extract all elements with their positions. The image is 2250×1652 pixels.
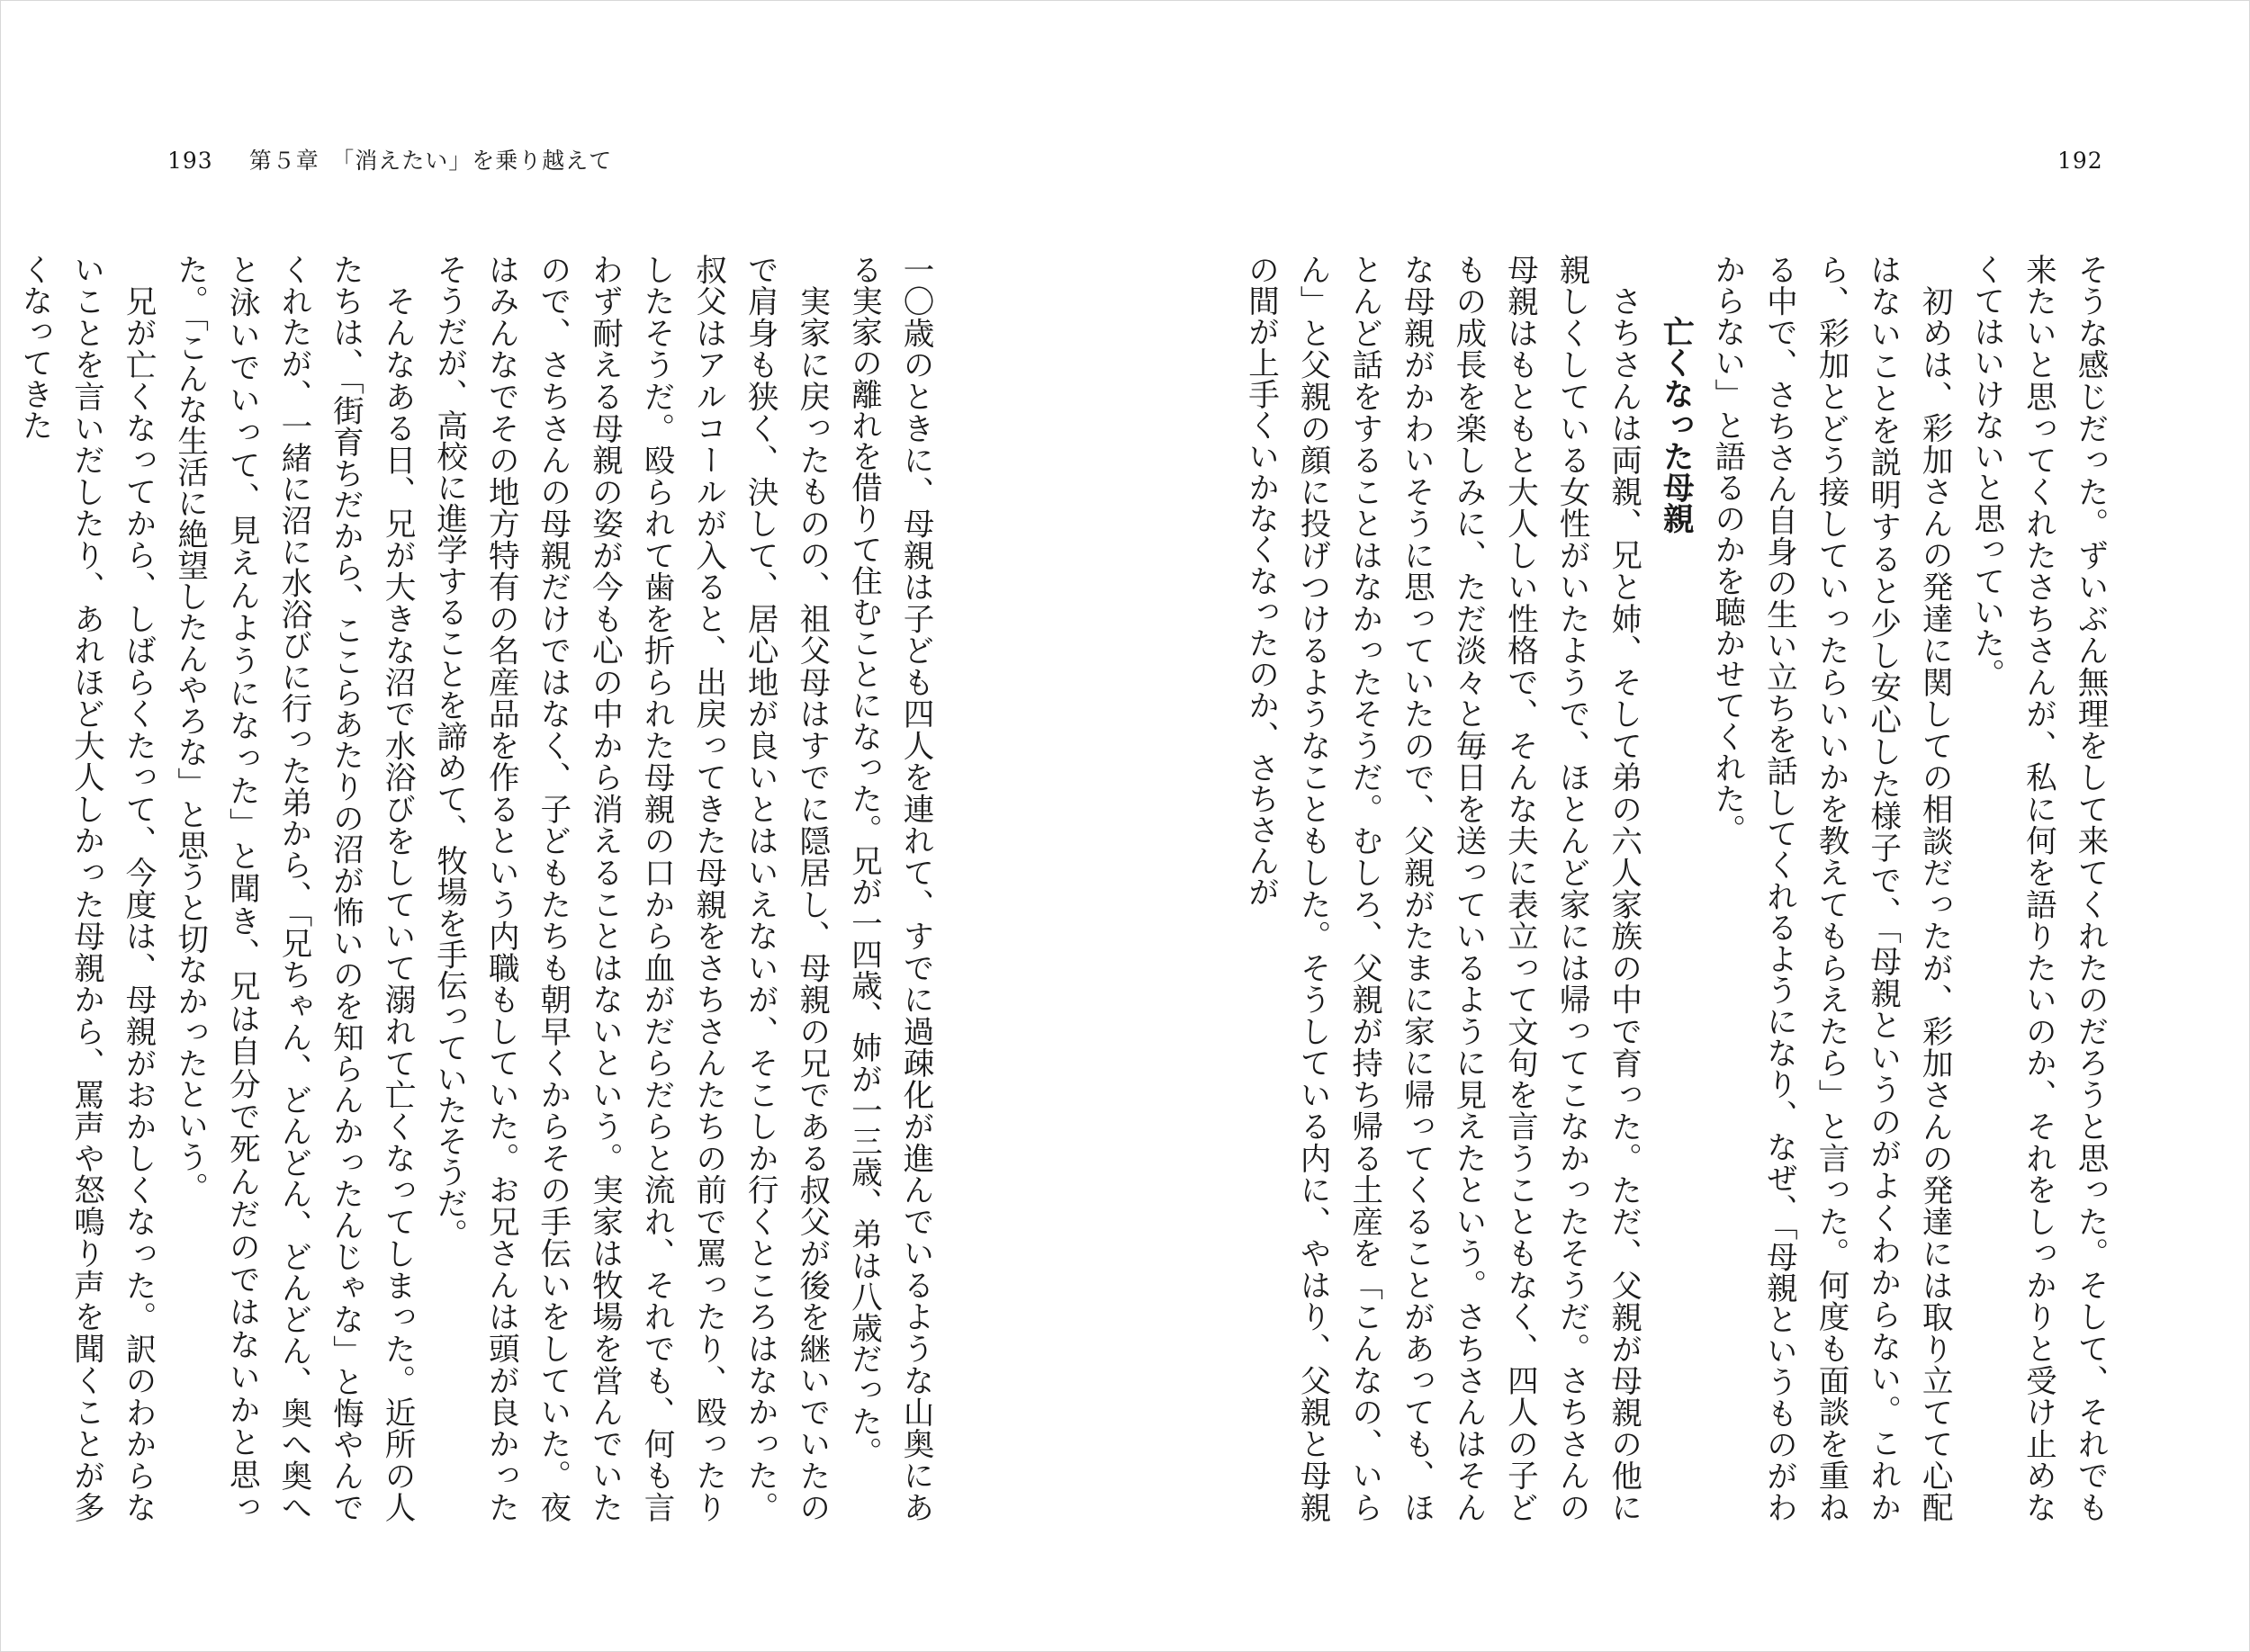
right-paragraph-1: そうな感じだった。ずいぶん無理をして来てくれたのだろうと思った。そして、それでも来たいと思ってくれたさちさんが、私に何を語りたいのか、それをしっかりと受け止めなくてはいけないと思っていた。	[1967, 254, 2108, 1522]
running-head-left	[167, 146, 612, 176]
right-paragraph-3: さちさんは両親、兄と姉、そして弟の六人家族の中で育った。ただ、父親が母親の他に親しくしている女性がいたようで、ほとんど家には帰ってこなかったそうだ。さちさんの母親はもともと大人しい性格で、そんな夫に表立って文句を言うこともなく、四人の子どもの成長を楽しみに、ただ淡々と毎日を送っているように見えたという。さちさんはそんな母親がかわいそうに思っていたので、父親がたまに家に帰ってくることがあっても、ほとんど話をすることはなかったそうだ。むしろ、父親が持ち帰る土産を「こんなの、いらん」と父親の顔に投げつけるようなこともした。そうしている内に、やはり、父親と母親の間が上手くいかなくなったのか、さちさんが	[1242, 254, 1642, 1522]
right-paragraph-2: 初めは、彩加さんの発達に関しての相談だったが、彩加さんの発達には取り立てて心配はないことを説明すると少し安心した様子で、「母親というのがよくわからない。これから、彩加とどう接していったらいいかを教えてもらえたら」と言った。何度も面談を重ねる中で、さちさん自身の生い立ちを話してくれるようになり、なぜ、「母親というものがわからない」と語るのかを聴かせてくれた。	[1708, 254, 1953, 1522]
page-number-left: 193	[167, 148, 213, 174]
left-paragraph-1: 一〇歳のときに、母親は子ども四人を連れて、すでに過疎化が進んでいるような山奥にある実家の離れを借りて住むことになった。兄が一四歳、姉が一三歳、弟は八歳だった。	[845, 254, 933, 1522]
left-page-body	[15, 254, 940, 1522]
right-page-body	[1242, 254, 2115, 1522]
section-heading: 亡くなった母親	[1657, 316, 1694, 534]
running-title: 第５章 「消えたい」を乗り越えて	[248, 148, 613, 174]
left-paragraph-2: 実家に戻ったものの、祖父母はすでに隠居し、母親の兄である叔父が後を継いでいたので肩身も狭く、決して、居心地が良いとはいえないが、そこしか行くところはなかった。叔父はアルコールが入ると、出戻ってきた母親をさちさんたちの前で罵ったり、殴ったりしたそうだ。殴られて歯を折られた母親の口から血がだらだらと流れ、それでも、何も言わず耐える母親の姿が今も心の中から消えることはないという。実家は牧場を営んでいたので、さちさんの母親だけではなく、子どもたちも朝早くからその手伝いをしていた。夜はみんなでその地方特有の名産品を作るという内職もしていた。お兄さんは頭が良かったそうだが、高校に進学することを諦めて、牧場を手伝っていたそうだ。	[430, 254, 830, 1522]
left-paragraph-3: そんなある日、兄が大きな沼で水浴びをしていて溺れて亡くなってしまった。近所の人たちは、「街育ちだから、ここらあたりの沼が怖いのを知らんかったんじゃな」と悔やんでくれたが、一緒に沼に水浴びに行った弟から、「兄ちゃん、どんどん、どんどん、奥へ奥へと泳いでいって、見えんようになった」と聞き、兄は自分で死んだのではないかと思った。「こんな生活に絶望したんやろな」と思うと切なかったという。	[171, 254, 416, 1522]
page-number-right: 192	[2057, 148, 2103, 174]
left-paragraph-4: 兄が亡くなってから、しばらくたって、今度は、母親がおかしくなった。訳のわからないことを言いだしたり、あれほど大人しかった母親から、罵声や怒鳴り声を聞くことが多くなってきた	[15, 254, 157, 1522]
